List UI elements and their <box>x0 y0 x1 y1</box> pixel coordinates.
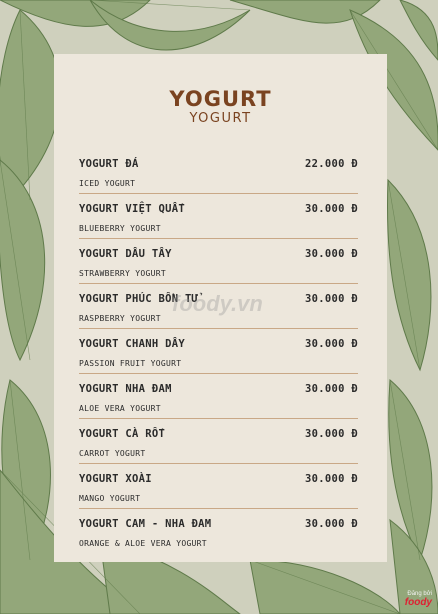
item-price: 22.000 Đ <box>305 158 358 170</box>
item-name-en: STRAWBERRY YOGURT <box>79 269 166 278</box>
item-price: 30.000 Đ <box>305 248 358 260</box>
menu-item <box>79 330 358 374</box>
item-price: 30.000 Đ <box>305 383 358 395</box>
item-name-vn: YOGURT CHANH DÂY <box>79 338 185 350</box>
item-name-vn: YOGURT PHÚC BỒN TỬ <box>79 293 199 305</box>
menu-item <box>79 240 358 284</box>
menu-item <box>79 420 358 464</box>
item-name-en: RASPBERRY YOGURT <box>79 314 161 323</box>
item-name-en: MANGO YOGURT <box>79 494 141 503</box>
menu-title: YOGURT <box>169 87 272 111</box>
item-name-en: ALOE VERA YOGURT <box>79 404 161 413</box>
menu-item <box>79 375 358 419</box>
menu-items <box>79 150 358 554</box>
item-name-en: PASSION FRUIT YOGURT <box>79 359 182 368</box>
foody-watermark: foody.vn <box>172 291 263 316</box>
item-price: 30.000 Đ <box>305 293 358 305</box>
menu-item <box>79 465 358 509</box>
item-price: 30.000 Đ <box>305 428 358 440</box>
credit-line1: Đăng bởi <box>407 591 432 597</box>
item-name-en: CARROT YOGURT <box>79 449 146 458</box>
item-name-en: ICED YOGURT <box>79 179 136 188</box>
menu-item <box>79 195 358 239</box>
item-price: 30.000 Đ <box>305 338 358 350</box>
menu-item <box>79 510 358 553</box>
foody-credit <box>405 591 432 608</box>
item-name-vn: YOGURT NHA ĐAM <box>79 383 172 395</box>
credit-line2: foody <box>404 597 432 608</box>
item-name-en: BLUEBERRY YOGURT <box>79 224 161 233</box>
item-name-en: ORANGE & ALOE VERA YOGURT <box>79 539 207 548</box>
item-name-vn: YOGURT ĐÁ <box>79 158 139 170</box>
item-price: 30.000 Đ <box>305 473 358 485</box>
item-name-vn: YOGURT DÂU TÂY <box>79 248 172 260</box>
item-name-vn: YOGURT VIỆT QUẤT <box>79 203 185 215</box>
item-name-vn: YOGURT XOÀI <box>79 473 152 485</box>
item-price: 30.000 Đ <box>305 518 358 530</box>
item-name-vn: YOGURT CÀ RỐT <box>79 428 166 440</box>
item-price: 30.000 Đ <box>305 203 358 215</box>
menu-subtitle: YOGURT <box>189 111 252 126</box>
menu-item <box>79 150 358 194</box>
item-name-vn: YOGURT CAM - NHA ĐAM <box>79 518 212 530</box>
